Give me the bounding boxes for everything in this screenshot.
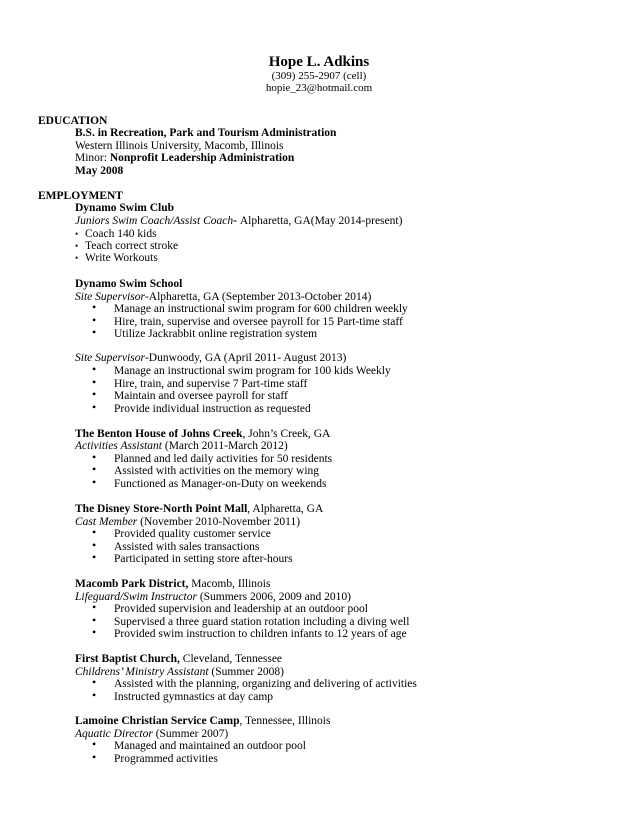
job-org-line xyxy=(75,653,282,666)
job-title: Site Supervisor xyxy=(75,291,145,303)
bullet-marker: • xyxy=(92,613,97,627)
bullet-marker: • xyxy=(92,313,97,327)
job-org: Dynamo Swim School xyxy=(75,278,183,290)
job-org: Lamoine Christian Service Camp xyxy=(75,715,240,727)
job-details: (Summer 2008) xyxy=(208,666,284,678)
bullet-item: Provided supervision and leadership at an outdoor pool xyxy=(114,603,368,615)
bullet-item: Manage an instructional swim program for 100 kids Weekly xyxy=(114,365,391,377)
job-title: Activities Assistant xyxy=(75,440,162,452)
job-title: Lifeguard/Swim Instructor xyxy=(75,591,197,603)
bullet-marker: • xyxy=(92,538,97,552)
bullet-item: Utilize Jackrabbit online registration system xyxy=(114,328,318,340)
job-details: (Summer 2007) xyxy=(152,728,229,740)
bullet-marker: • xyxy=(92,600,97,614)
bullet-item: Provided swim instruction to children infants to 12 years of age xyxy=(114,628,407,640)
minor-value: Nonprofit Leadership Administration xyxy=(109,152,295,164)
job-title-line xyxy=(75,215,402,228)
bullet-item: Provide individual instruction as requested xyxy=(114,403,311,415)
job-details: (March 2011-March 2012) xyxy=(162,440,288,452)
employment-heading: EMPLOYMENT xyxy=(38,190,123,202)
bullet-item: Assisted with the planning, organizing and delivering of activities xyxy=(114,678,417,690)
phone-number: (309) 255-2907 (cell) xyxy=(271,70,367,82)
bullet-marker: • xyxy=(92,475,97,489)
bullet-item: Supervised a three guard station rotation including a diving well xyxy=(114,616,410,628)
bullet-item: Hire, train, supervise and oversee payroll for 15 Part-time staff xyxy=(114,316,403,328)
graduation-date: May 2008 xyxy=(75,165,124,177)
job-org-line xyxy=(75,578,270,591)
bullet-item: Hire, train, and supervise 7 Part-time staff xyxy=(114,378,308,390)
bullet-marker: • xyxy=(92,688,97,702)
job-org: Dynamo Swim Club xyxy=(75,202,175,214)
bullet-item: Assisted with sales transactions xyxy=(114,541,260,553)
job-details: Alpharetta, GA(May 2014-present) xyxy=(239,215,403,227)
bullet-marker: • xyxy=(92,387,97,401)
job-details: -Alpharetta, GA (September 2013-October 2014) xyxy=(144,291,372,303)
bullet-marker: • xyxy=(92,625,97,639)
job-location: , John’s Creek, GA xyxy=(242,428,331,440)
job-org: Macomb Park District, xyxy=(75,578,189,590)
job-title: Childrens’ Ministry Assistant xyxy=(75,666,209,678)
bullet-item: Planned and led daily activities for 50 residents xyxy=(114,453,333,465)
bullet-item: Programmed activities xyxy=(114,753,218,765)
job-details: -Dunwoody, GA (April 2011- August 2013) xyxy=(144,352,347,364)
job-location: , Tennessee, Illinois xyxy=(239,715,331,727)
degree: B.S. in Recreation, Park and Tourism Administration xyxy=(75,127,337,139)
job-location: Cleveland, Tennessee xyxy=(179,653,283,665)
job-title: Site Supervisor xyxy=(75,352,145,364)
bullet-marker: • xyxy=(92,450,97,464)
bullet-marker: • xyxy=(92,737,97,751)
bullet-item: Participated in setting store after-hours xyxy=(114,553,293,565)
minor xyxy=(75,152,294,165)
bullet-item: Maintain and oversee payroll for staff xyxy=(114,390,288,402)
bullet-marker: • xyxy=(75,253,79,263)
job-org: The Disney Store-North Point Mall xyxy=(75,503,248,515)
resume-name: Hope L. Adkins xyxy=(268,54,370,70)
job-title-separator: - xyxy=(233,215,240,227)
job-details: (November 2010-November 2011) xyxy=(137,516,301,528)
bullet-item: Coach 140 kids xyxy=(85,228,157,240)
bullet-item: Instructed gymnastics at day camp xyxy=(114,691,274,703)
bullet-item: Write Workouts xyxy=(85,252,158,264)
bullet-marker: • xyxy=(92,675,97,689)
email-address: hopie_23@hotmail.com xyxy=(265,82,373,94)
bullet-marker: • xyxy=(92,400,97,414)
bullet-item: Managed and maintained an outdoor pool xyxy=(114,740,306,752)
bullet-marker: • xyxy=(92,550,97,564)
job-org-line xyxy=(75,503,323,516)
bullet-marker: • xyxy=(92,462,97,476)
bullet-item: Teach correct stroke xyxy=(85,240,179,252)
bullet-marker: • xyxy=(92,375,97,389)
bullet-marker: • xyxy=(92,362,97,376)
education-heading: EDUCATION xyxy=(38,115,108,127)
bullet-marker: • xyxy=(92,325,97,339)
bullet-item: Manage an instructional swim program for 600 children weekly xyxy=(114,303,408,315)
bullet-item: Assisted with activities on the memory wing xyxy=(114,465,320,477)
school: Western Illinois University, Macomb, Illinois xyxy=(75,140,284,152)
job-title: Aquatic Director xyxy=(75,728,153,740)
bullet-marker: • xyxy=(75,229,79,239)
bullet-item: Provided quality customer service xyxy=(114,528,271,540)
job-org-line xyxy=(75,715,330,728)
minor-label: Minor: xyxy=(75,152,110,164)
job-details: (Summers 2006, 2009 and 2010) xyxy=(196,591,351,603)
job-title: Juniors Swim Coach/Assist Coach xyxy=(75,215,234,227)
job-org: First Baptist Church, xyxy=(75,653,180,665)
bullet-item: Functioned as Manager-on-Duty on weekends xyxy=(114,478,327,490)
job-title: Cast Member xyxy=(75,516,138,528)
bullet-marker: • xyxy=(92,750,97,764)
bullet-marker: • xyxy=(75,241,79,251)
job-location: Macomb, Illinois xyxy=(188,578,271,590)
job-title-line xyxy=(75,352,346,365)
bullet-marker: • xyxy=(92,300,97,314)
job-title-line xyxy=(75,440,288,453)
job-location: , Alpharetta, GA xyxy=(247,503,324,515)
job-org: The Benton House of Johns Creek xyxy=(75,428,243,440)
bullet-marker: • xyxy=(92,525,97,539)
